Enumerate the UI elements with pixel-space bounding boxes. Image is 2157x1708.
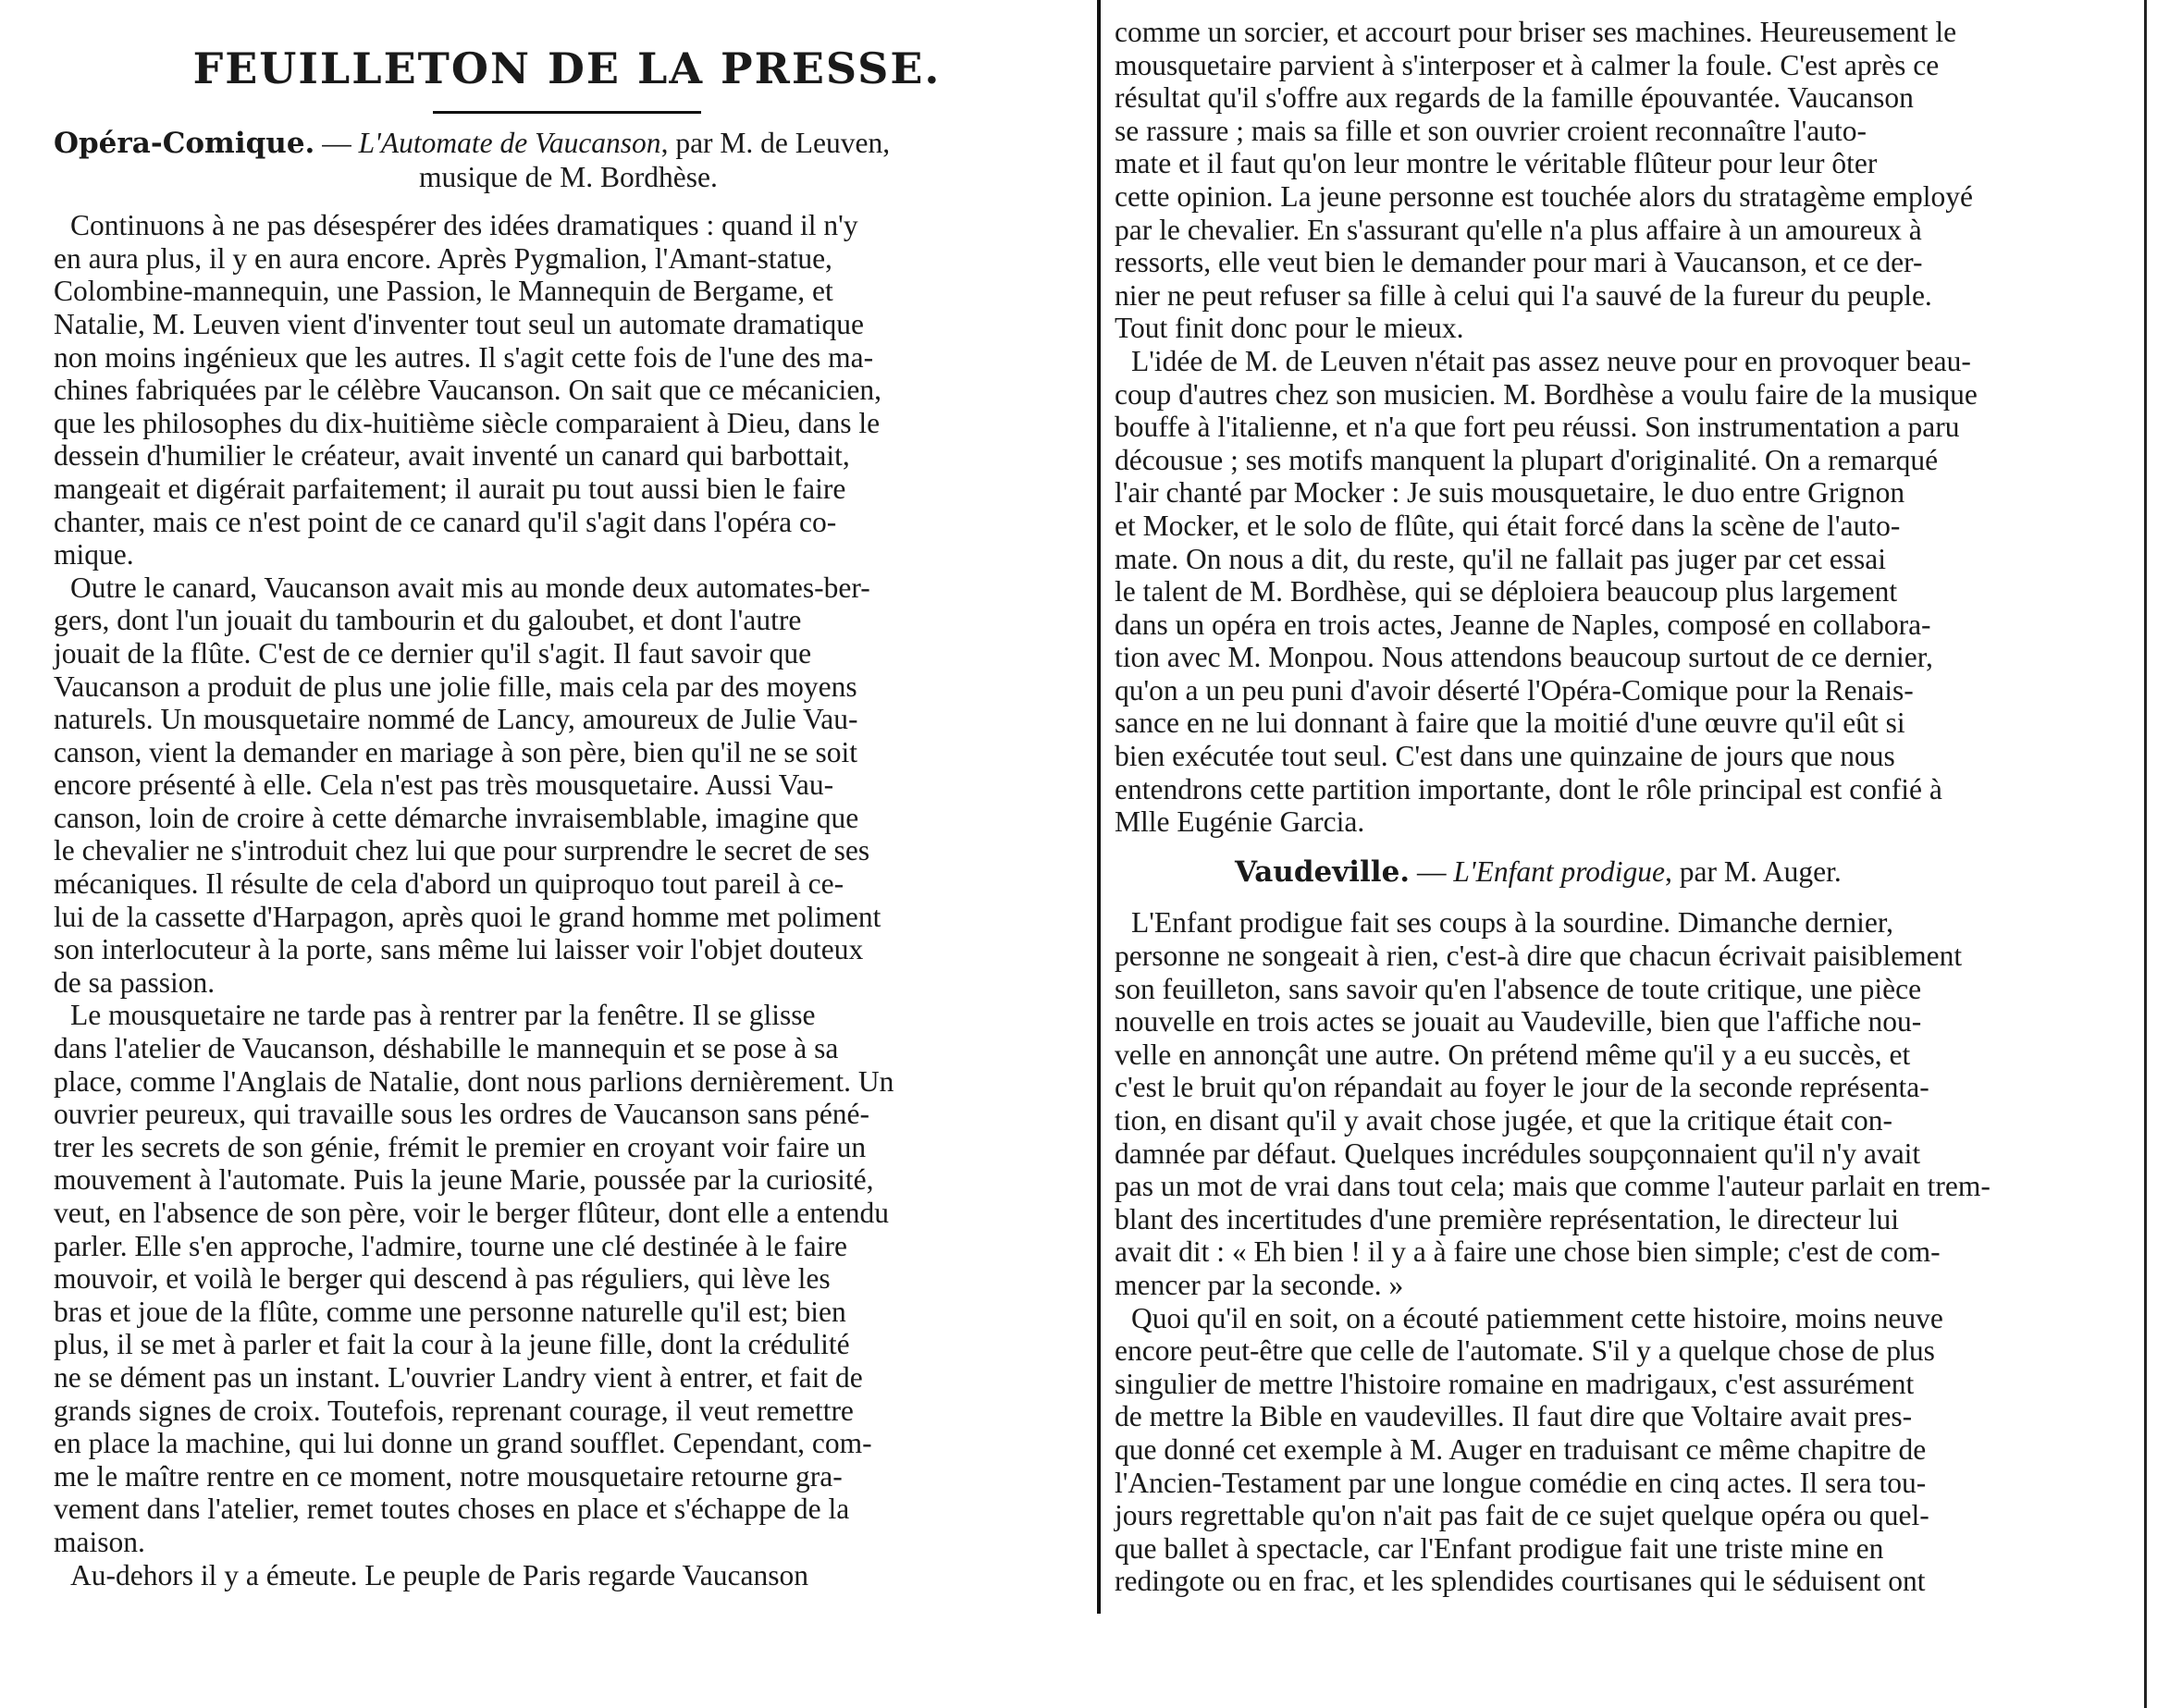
text-line: décousue ; ses motifs manquent la plupart d'originalité. On a remarqué [1115, 443, 1939, 476]
text-line: chanter, mais ce n'est point de ce canard qu'il s'agit dans l'opéra co- [54, 505, 837, 538]
text-line: naturels. Un mousquetaire nommé de Lancy, amoureux de Julie Vau- [54, 703, 858, 736]
text-line: velle en annonçât une autre. On prétend même qu'il y a eu succès, et [1115, 1038, 1911, 1071]
text-line: comme un sorcier, et accourt pour briser ses machines. Heureusement le [1115, 16, 1957, 48]
text-line: blant des incertitudes d'une première représentation, le directeur lui [1115, 1202, 1899, 1235]
text-line: parler. Elle s'en approche, l'admire, tourne une clé destinée à le faire [54, 1229, 847, 1262]
text-line: Mlle Eugénie Garcia. [1115, 805, 1365, 839]
heading-dash: — [314, 127, 359, 159]
text-line: par le chevalier. En s'assurant qu'elle n'a plus affaire à un amoureux à [1115, 213, 1922, 246]
text-line: entendrons cette partition importante, dont le rôle principal est confié à [1115, 772, 1942, 805]
text-line: le talent de M. Bordhèse, qui se déploiera beaucoup plus largement [1115, 575, 1898, 608]
text-line: son interlocuteur à la porte, sans même lui laisser voir l'objet douteux [54, 933, 864, 966]
text-line: canson, loin de croire à cette démarche invraisemblable, imagine que [54, 801, 859, 834]
text-line: bien exécutée tout seul. C'est dans une quinzaine de jours que nous [1115, 740, 1895, 773]
text-line: dessein d'humilier le créateur, avait inventé un canard qui barbottait, [54, 439, 850, 473]
text-line: ouvrier peureux, qui travaille sous les ordres de Vaucanson sans péné- [54, 1098, 870, 1131]
text-line: Continuons à ne pas désespérer des idées dramatiques : quand il n'y [70, 209, 858, 242]
text-line: mencer par la seconde. » [1115, 1268, 1404, 1301]
work-title: L'Enfant prodigue [1453, 854, 1666, 888]
text-line: mécaniques. Il résulte de cela d'abord un quiproquo tout pareil à ce- [54, 867, 844, 901]
text-line: que donné cet exemple à M. Auger en traduisant ce même chapitre de [1115, 1432, 1927, 1466]
work-author: , par M. de Leuven, [660, 127, 891, 159]
text-line: en aura plus, il y en aura encore. Après Pygmalion, l'Amant-statue, [54, 241, 832, 275]
text-line: que les philosophes du dix-huitième siècle comparaient à Dieu, dans le [54, 406, 881, 439]
opera-review-text [54, 209, 1080, 1591]
text-line: et Mocker, et le solo de flûte, qui était forcé dans la scène de l'auto- [1115, 509, 1901, 542]
text-line: nouvelle en trois actes se jouait au Vaudeville, bien que l'affiche nou- [1115, 1005, 1922, 1038]
text-line: encore présenté à elle. Cela n'est pas très mousquetaire. Aussi Vau- [54, 768, 834, 802]
text-line: résultat qu'il s'offre aux regards de la famille épouvantée. Vaucanson [1115, 81, 1914, 115]
page-title: FEUILLETON DE LA PRESSE. [192, 43, 942, 93]
text-line: place, comme l'Anglais de Natalie, dont nous parlions dernièrement. Un [54, 1064, 894, 1098]
section-name: Opéra-Comique. [54, 127, 315, 160]
text-line: son feuilleton, sans savoir qu'en l'absence de toute critique, une pièce [1115, 972, 1922, 1005]
text-line: singulier de mettre l'histoire romaine en madrigaux, c'est assurément [1115, 1367, 1915, 1400]
text-line: encore peut-être que celle de l'automate. S'il y a quelque chose de plus [1115, 1334, 1935, 1368]
section-name: Vaudeville. [1235, 854, 1411, 889]
text-line: tion avec M. Monpou. Nous attendons beaucoup surtout de ce dernier, [1115, 641, 1933, 674]
text-line: dans un opéra en trois actes, Jeanne de Naples, composé en collabora- [1115, 608, 1931, 641]
text-line: de sa passion. [54, 965, 216, 999]
text-line: gers, dont l'un jouait du tambourin et du galoubet, et dont l'autre [54, 604, 802, 637]
text-line: mouvoir, et voilà le berger qui descend à pas réguliers, qui lève les [54, 1262, 831, 1296]
opera-heading [54, 127, 1080, 192]
text-line: mate et il faut qu'on leur montre le véritable flûteur pour leur ôter [1115, 147, 1878, 180]
text-line: se rassure ; mais sa fille et son ouvrier croient reconnaître l'auto- [1115, 114, 1867, 147]
text-line: mangeait et digérait parfaitement; il aurait pu tout aussi bien le faire [54, 472, 846, 505]
text-line: maison. [54, 1525, 145, 1558]
title-rule [433, 111, 701, 114]
text-line: mate. On nous a dit, du reste, qu'il ne fallait pas juger par cet essai [1115, 542, 1887, 575]
text-line: canson, vient la demander en mariage à son père, bien qu'il ne se soit [54, 735, 858, 768]
text-line: me le maître rentre en ce moment, notre mousquetaire retourne gra- [54, 1459, 843, 1493]
text-line: Vaucanson a produit de plus une jolie fille, mais cela par des moyens [54, 670, 857, 703]
text-line: plus, il se met à parler et fait la cour à la jeune fille, dont la crédulité [54, 1328, 850, 1361]
text-line: grands signes de croix. Toutefois, reprenant courage, il veut remettre [54, 1394, 854, 1427]
vaudeville-review-text [1115, 906, 2127, 1597]
text-line: pas un mot de vrai dans tout cela; mais que comme l'auteur parlait en trem- [1115, 1170, 1991, 1203]
text-line: bouffe à l'italienne, et n'a que fort peu réussi. Son instrumentation a paru [1115, 411, 1960, 444]
text-line: ressorts, elle veut bien le demander pour mari à Vaucanson, et ce der- [1115, 246, 1923, 279]
text-line: trer les secrets de son génie, frémit le premier en croyant voir faire un [54, 1130, 867, 1163]
text-line: personne ne songeait à rien, c'est-à dire que chacun écrivait paisiblement [1115, 940, 1963, 973]
text-line: Au-dehors il y a émeute. Le peuple de Paris regarde Vaucanson [70, 1558, 809, 1591]
text-line: mouvement à l'automate. Puis la jeune Marie, poussée par la curiosité, [54, 1163, 874, 1197]
text-line: Quoi qu'il en soit, on a écouté patiemment cette histoire, moins neuve [1131, 1301, 1943, 1334]
vaudeville-heading [1115, 855, 2127, 889]
text-line: L'Enfant prodigue fait ses coups à la sourdine. Dimanche dernier, [1131, 906, 1894, 940]
text-line: jouait de la flûte. C'est de ce dernier qu'il s'agit. Il faut savoir que [54, 636, 812, 670]
page-edge-rule [2144, 0, 2147, 1708]
text-line: jours regrettable qu'on n'ait pas fait de ce sujet quelque opéra ou quel- [1115, 1499, 1929, 1532]
text-line: Tout finit donc pour le mieux. [1115, 312, 1464, 345]
text-line: redingote ou en frac, et les splendides courtisanes qui le séduisent ont [1115, 1565, 1926, 1598]
text-line: Natalie, M. Leuven vient d'inventer tout seul un automate dramatique [54, 307, 865, 340]
text-line: c'est le bruit qu'on répandait au foyer le jour de la seconde représenta- [1115, 1071, 1929, 1104]
column-rule [1097, 0, 1101, 1614]
text-line: nier ne peut refuser sa fille à celui qui l'a sauvé de la fureur du peuple. [1115, 278, 1932, 312]
left-column [54, 0, 1080, 1591]
work-composer: musique de M. Bordhèse. [419, 160, 718, 193]
work-title: L'Automate de Vaucanson [358, 127, 661, 159]
text-line: lui de la cassette d'Harpagon, après quoi le grand homme met poliment [54, 900, 881, 933]
text-line: mique. [54, 538, 134, 571]
text-line: en place la machine, qui lui donne un grand soufflet. Cependant, com- [54, 1427, 872, 1460]
text-line: le chevalier ne s'introduit chez lui que pour surprendre le secret de ses [54, 834, 870, 867]
text-line: qu'on a un peu puni d'avoir déserté l'Opéra-Comique pour la Renais- [1115, 673, 1914, 707]
text-line: dans l'atelier de Vaucanson, déshabille le mannequin et se pose à sa [54, 1032, 839, 1065]
text-line: bras et joue de la flûte, comme une personne naturelle qu'il est; bien [54, 1295, 846, 1328]
text-line: que ballet à spectacle, car l'Enfant prodigue fait une triste mine en [1115, 1531, 1884, 1565]
text-line: l'air chanté par Mocker : Je suis mousquetaire, le duo entre Grignon [1115, 476, 1905, 510]
text-line: sance en ne lui donnant à faire que la moitié d'une œuvre qu'il eût si [1115, 707, 1905, 740]
text-line: avait dit : « Eh bien ! il y a à faire une chose bien simple; c'est de com- [1115, 1235, 1941, 1269]
text-line: de mettre la Bible en vaudevilles. Il faut dire que Voltaire avait pres- [1115, 1400, 1913, 1433]
text-line: Colombine-mannequin, une Passion, le Mannequin de Bergame, et [54, 275, 833, 308]
text-line: cette opinion. La jeune personne est touchée alors du stratagème employé [1115, 179, 1974, 213]
text-line: mousquetaire parvient à s'interposer et à calmer la foule. C'est après ce [1115, 48, 1940, 81]
text-line: veut, en l'absence de son père, voir le berger flûteur, dont elle a entendu [54, 1197, 889, 1229]
text-line: non moins ingénieux que les autres. Il s'agit cette fois de l'une des ma- [54, 340, 874, 374]
text-line: L'idée de M. de Leuven n'était pas assez neuve pour en provoquer beau- [1131, 344, 1971, 377]
text-line: coup d'autres chez son musicien. M. Bordhèse a voulu faire de la musique [1115, 377, 1978, 411]
text-line: damnée par défaut. Quelques incrédules soupçonnaient qu'il n'y avait [1115, 1137, 1921, 1170]
text-line: chines fabriquées par le célèbre Vaucanson. On sait que ce mécanicien, [54, 374, 882, 407]
text-line: tion, en disant qu'il y avait chose jugée, et que la critique était con- [1115, 1104, 1893, 1137]
right-column [1115, 0, 2127, 1598]
text-line: ne se dément pas un instant. L'ouvrier Landry vient à entrer, et fait de [54, 1360, 863, 1394]
text-line: l'Ancien-Testament par une longue comédie en cinq actes. Il sera tou- [1115, 1466, 1927, 1499]
text-line: Outre le canard, Vaucanson avait mis au monde deux automates-ber- [70, 571, 870, 604]
text-line: Le mousquetaire ne tarde pas à rentrer par la fenêtre. Il se glisse [70, 999, 816, 1032]
work-author: , par M. Auger. [1665, 854, 1842, 888]
text-line: vement dans l'atelier, remet toutes choses en place et s'échappe de la [54, 1493, 850, 1526]
heading-dash: — [1410, 854, 1454, 888]
opera-review-continued [1115, 16, 2127, 839]
